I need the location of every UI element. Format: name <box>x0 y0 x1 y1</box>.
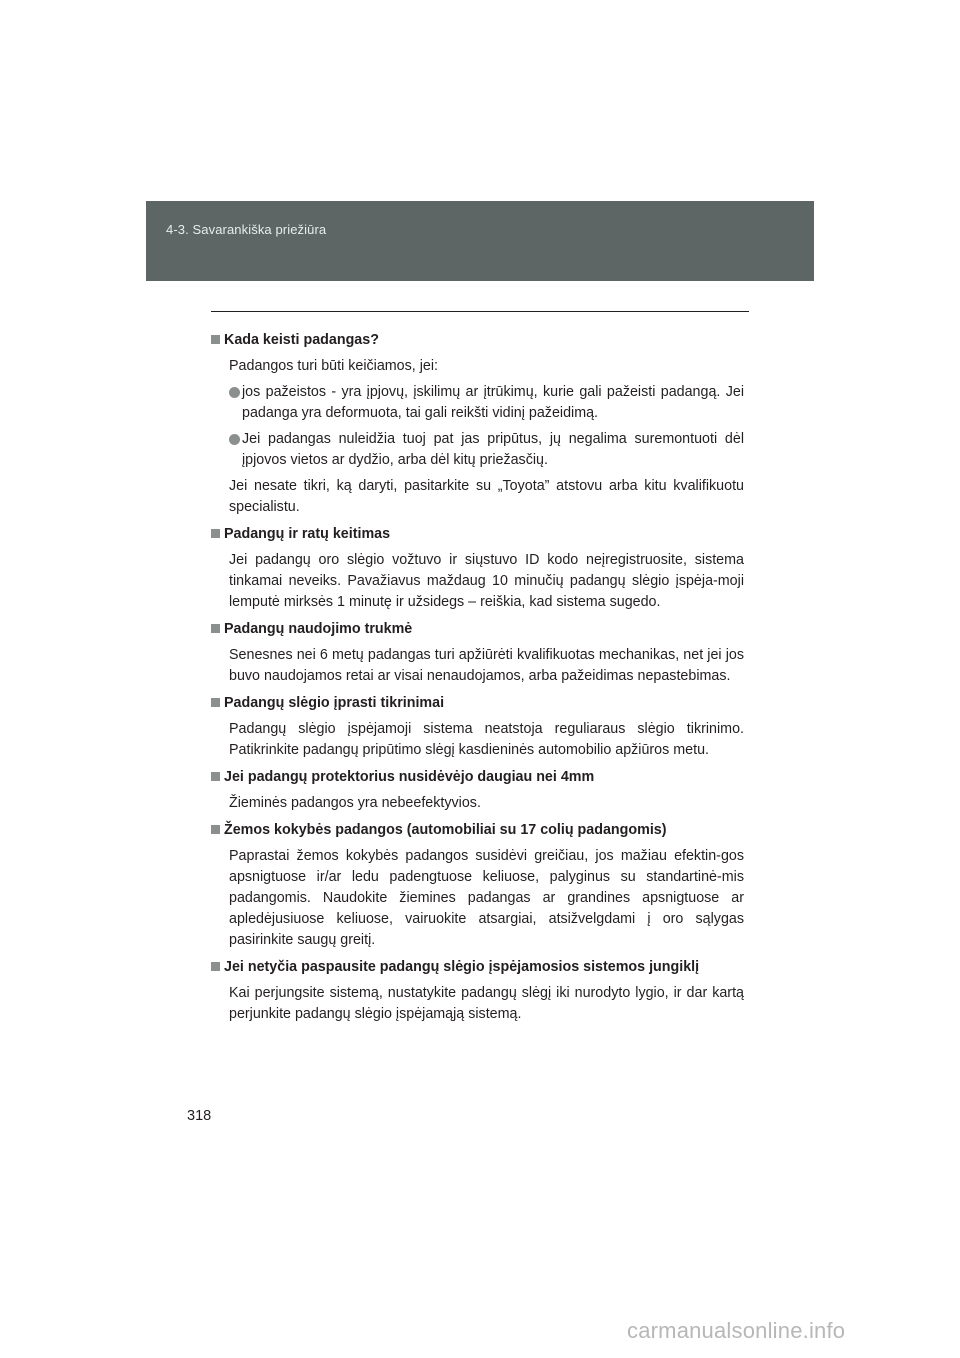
heading-text: Padangų slėgio įprasti tikrinimai <box>224 695 445 711</box>
top-divider <box>211 311 749 312</box>
list-item <box>229 382 744 424</box>
heading-text: Kada keisti padangas? <box>224 332 379 348</box>
section-tire-wheel-replacement <box>211 524 744 613</box>
section-header-band <box>146 201 814 281</box>
paragraph: Padangų slėgio įspėjamoji sistema neatstoja reguliaraus slėgio tikrinimo. Patikrinkite padangų pripūtimo slėgį kasdieninės automobilio apžiūros metu. <box>229 721 744 758</box>
paragraph: Kai perjungsite sistemą, nustatykite padangų slėgį iki nurodyto lygio, ir dar kartą perjunkite padangų slėgio įspėjamąją sistemą. <box>229 985 744 1022</box>
section-accidental-switch-press <box>211 957 744 1025</box>
section-tire-lifespan <box>211 619 744 687</box>
section-heading <box>211 524 744 545</box>
paragraph: Žieminės padangos yra nebeefektyvios. <box>229 795 481 811</box>
heading-text: Padangų ir ratų keitimas <box>224 526 391 542</box>
section-low-profile-tires <box>211 820 744 951</box>
list-item-text: Jei padangas nuleidžia tuoj pat jas pripūtus, jų negalima suremontuoti dėl įpjovos vietos ar dydžio, arba dėl kitų priežasčių. <box>242 431 744 468</box>
section-heading <box>211 693 744 714</box>
paragraph: Padangos turi būti keičiamos, jei: <box>229 358 439 374</box>
heading-text: Padangų naudojimo trukmė <box>224 621 413 637</box>
heading-text: Žemos kokybės padangos (automobiliai su 17 colių padangomis) <box>224 822 667 838</box>
section-heading <box>211 957 744 978</box>
square-bullet-icon <box>211 772 220 781</box>
paragraph: Paprastai žemos kokybės padangos susidėvi greičiau, jos mažiau efektin-gos apsnigtuose ir/ar ledu padengtuose keliuose, palyginus su standartinė-mis padangomis. Naudokite žiemines padangas ar grandines apsnigtuose ar apledėjusiuose keliuose, vairuokite atsargiai, atsižvelgdami į oro sąlygas pasirinkite saugų greitį. <box>229 848 744 948</box>
list-item-text: jos pažeistos - yra įpjovų, įskilimų ar įtrūkimų, kurie gali pažeisti padangą. Jei padanga yra deformuota, tai gali reikšti vidinį pažeidimą. <box>242 384 744 421</box>
page-number: 318 <box>187 1108 212 1124</box>
square-bullet-icon <box>211 962 220 971</box>
list-item <box>229 429 744 471</box>
section-heading <box>211 330 744 351</box>
square-bullet-icon <box>211 335 220 344</box>
watermark-text: carmanualsonline.info <box>627 1318 846 1343</box>
heading-text: Jei netyčia paspausite padangų slėgio įspėjamosios sistemos jungiklį <box>224 959 700 975</box>
section-heading <box>211 767 744 788</box>
square-bullet-icon <box>211 825 220 834</box>
section-routine-pressure-checks <box>211 693 744 761</box>
square-bullet-icon <box>211 529 220 538</box>
paragraph: Jei nesate tikri, ką daryti, pasitarkite su „Toyota” atstovu arba kitu kvalifikuotu specialistu. <box>229 478 744 515</box>
section-heading <box>211 619 744 640</box>
section-label: 4-3. Savarankiška priežiūra <box>166 222 327 237</box>
square-bullet-icon <box>211 698 220 707</box>
heading-text: Jei padangų protektorius nusidėvėjo daugiau nei 4mm <box>224 769 595 785</box>
section-when-to-replace <box>211 330 744 518</box>
section-tread-wear <box>211 767 744 814</box>
paragraph: Jei padangų oro slėgio vožtuvo ir siųstuvo ID kodo neįregistruosite, sistema tinkamai neveiks. Pavažiavus maždaug 10 minučių padangų slėgio įspėja-moji lemputė mirksės 1 minutę ir užsidegs – reiškia, kad sistema sugedo. <box>229 552 744 610</box>
circle-bullet-icon <box>229 434 240 445</box>
square-bullet-icon <box>211 624 220 633</box>
circle-bullet-icon <box>229 387 240 398</box>
paragraph: Senesnes nei 6 metų padangas turi apžiūrėti kvalifikuotas mechanikas, net jei jos buvo naudojamos retai ar visai nenaudojamos, arba pažeidimas nepastebimas. <box>229 647 744 684</box>
main-content <box>211 324 744 1025</box>
section-heading <box>211 820 744 841</box>
